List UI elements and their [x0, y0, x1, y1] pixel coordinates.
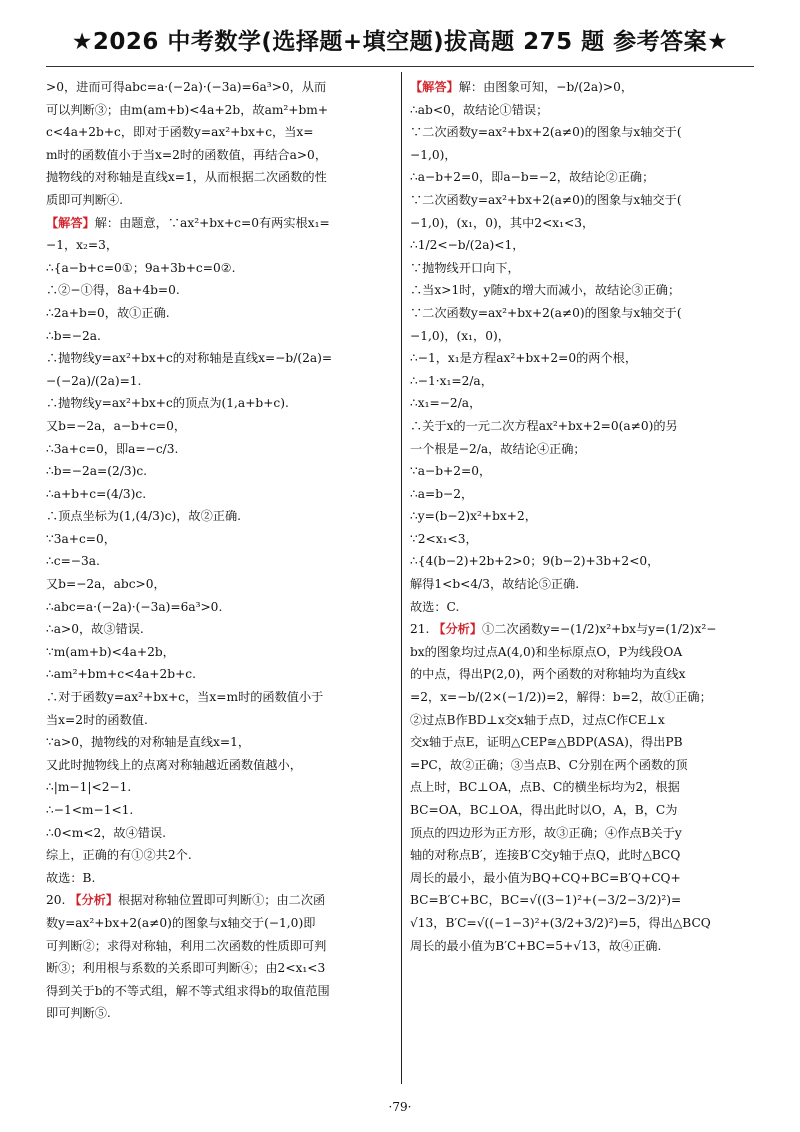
line-text: 即可判断⑤.: [46, 1006, 111, 1021]
line-text: −1,0)，(x₁，0)，: [410, 328, 510, 343]
line-text: ∴a=b−2，: [410, 486, 474, 501]
text-line: [410, 483, 760, 506]
text-line: [410, 166, 760, 189]
text-line: [410, 799, 760, 822]
line-text: 故选：C.: [410, 599, 460, 614]
line-text: ∴关于x的一元二次方程ax²+bx+2=0(a≠0)的另: [410, 418, 678, 433]
text-line: [410, 144, 760, 167]
text-line: [46, 641, 396, 664]
line-text: 周长的最小值为B′C+BC=5+√13，故④正确.: [410, 938, 662, 953]
text-line: [46, 189, 396, 212]
text-line: [46, 505, 396, 528]
column-divider: [401, 72, 402, 1084]
text-line: [410, 347, 760, 370]
text-line: [410, 121, 760, 144]
text-line: [46, 618, 396, 641]
line-text: 数y=ax²+bx+2(a≠0)的图象与x轴交于(−1,0)即: [46, 915, 316, 930]
line-text: ∴b=−2a=(2/3)c.: [46, 464, 148, 479]
line-text: 顶点的四边形为正方形，故③正确；④作点B关于y: [410, 825, 682, 840]
line-text: √13，B′C=√((−1−3)²+(3/2+3/2)²)=5，得出△BCQ: [410, 915, 711, 930]
line-text: ∵抛物线开口向下，: [410, 260, 520, 275]
text-line: [410, 935, 760, 958]
line-text: ∵二次函数y=ax²+bx+2(a≠0)的图象与x轴交于(: [410, 192, 682, 207]
text-line: [410, 618, 760, 641]
line-text: ∴ab<0，故结论①错误；: [410, 102, 549, 117]
text-line: [46, 144, 396, 167]
text-line: [410, 663, 760, 686]
line-text: BC=B′C+BC，BC=√((3−1)²+(−3/2−3/2)²)=: [410, 893, 682, 908]
text-line: [46, 754, 396, 777]
text-line: [410, 257, 760, 280]
line-text: 可以判断③；由m(am+b)<4a+2b，故am²+bm+: [46, 102, 329, 117]
section-tag: 【解答】: [410, 80, 459, 94]
line-text: ∴{a−b+c=0①；9a+3b+c=0②.: [46, 260, 236, 275]
line-text: ∴1/2<−b/(2a)<1，: [410, 238, 525, 253]
line-text: ∴a>0，故③错误.: [46, 622, 144, 637]
text-line: [46, 212, 396, 235]
line-text: 质即可判断④.: [46, 192, 123, 207]
question-number: 20.: [46, 893, 70, 908]
text-line: [410, 415, 760, 438]
text-line: [410, 438, 760, 461]
line-text: =2，x=−b/(2×(−1/2))=2，解得：b=2，故①正确；: [410, 690, 712, 705]
line-text: BC=OA，BC⊥OA，得出此时以O，A，B，C为: [410, 803, 678, 817]
line-text: =PC，故②正确；③当点B、C分别在两个函数的顶: [410, 757, 688, 772]
text-line: [46, 279, 396, 302]
text-line: [46, 822, 396, 845]
line-text: 得到关于b的不等式组，解不等式组求得b的取值范围: [46, 983, 330, 998]
line-text: −(−2a)/(2a)=1.: [46, 373, 142, 388]
text-line: [410, 844, 760, 867]
text-line: [46, 550, 396, 573]
text-line: [410, 234, 760, 257]
text-line: [46, 166, 396, 189]
line-text: 轴的对称点B′，连接B′C交y轴于点Q，此时△BCQ: [410, 848, 681, 863]
page-header-title: ★2026 中考数学(选择题+填空题)拔高题 275 题 参考答案★: [71, 29, 729, 55]
line-text: >0，进而可得abc=a·(−2a)·(−3a)=6a³>0，从而: [46, 80, 327, 94]
text-line: [410, 573, 760, 596]
line-text: ∵2<x₁<3，: [410, 531, 478, 546]
text-line: [46, 799, 396, 822]
line-text: 综上，正确的有①②共2个.: [46, 848, 192, 863]
text-line: [410, 641, 760, 664]
line-text: ∴对于函数y=ax²+bx+c，当x=m时的函数值小于: [46, 690, 324, 705]
text-line: [46, 257, 396, 280]
text-line: [410, 889, 760, 912]
line-text: −1,0)，(x₁，0)，其中2<x₁<3，: [410, 215, 595, 230]
text-line: [46, 867, 396, 890]
line-text: ∴|m−1|<2−1.: [46, 780, 132, 795]
text-line: [46, 392, 396, 415]
line-text: 可判断②；求得对称轴，利用二次函数的性质即可判: [46, 938, 327, 953]
text-line: [410, 189, 760, 212]
line-text: ∴抛物线y=ax²+bx+c的顶点为(1,a+b+c).: [46, 396, 289, 411]
line-text: ∵3a+c=0，: [46, 531, 116, 546]
line-text: −1，x₂=3，: [46, 238, 119, 253]
line-text: ∴2a+b=0，故①正确.: [46, 305, 170, 320]
line-text: ∵二次函数y=ax²+bx+2(a≠0)的图象与x轴交于(: [410, 305, 682, 320]
line-text: 解：由图象可知，−b/(2a)>0，: [458, 80, 634, 94]
text-line: [46, 980, 396, 1003]
line-text: ∴a+b+c=(4/3)c.: [46, 486, 147, 501]
text-line: [410, 212, 760, 235]
text-line: [410, 754, 760, 777]
text-line: [46, 912, 396, 935]
line-text: 解：由题意，∵ax²+bx+c=0有两实根x₁=: [94, 215, 330, 230]
text-line: [46, 663, 396, 686]
text-line: [46, 957, 396, 980]
text-line: [46, 709, 396, 732]
text-line: [46, 370, 396, 393]
line-text: ∴b=−2a.: [46, 328, 101, 343]
line-text: ∴y=(b−2)x²+bx+2，: [410, 509, 537, 524]
text-line: [410, 279, 760, 302]
line-text: 一个根是−2/a，故结论④正确；: [410, 441, 586, 456]
text-line: [410, 302, 760, 325]
line-text: ∴x₁=−2/a，: [410, 396, 482, 411]
line-text: ∵a>0，抛物线的对称轴是直线x=1，: [46, 735, 251, 750]
text-line: [410, 709, 760, 732]
text-line: [410, 460, 760, 483]
text-line: [46, 438, 396, 461]
text-line: [410, 76, 760, 99]
section-tag: 【分析】: [433, 622, 483, 637]
question-number: 21.: [410, 622, 434, 637]
line-text: ∵二次函数y=ax²+bx+2(a≠0)的图象与x轴交于(: [410, 125, 682, 140]
text-line: [46, 121, 396, 144]
line-text: 的中点，得出P(2,0)，两个函数的对称轴均为直线x: [410, 667, 686, 682]
line-text: ∴3a+c=0，即a=−c/3.: [46, 441, 179, 456]
text-line: [46, 302, 396, 325]
line-text: ∴②−①得，8a+4b=0.: [46, 283, 180, 298]
line-text: 根据对称轴位置即可判断①；由二次函: [118, 893, 326, 908]
line-text: ∴当x>1时，y随x的增大而减小，故结论③正确；: [410, 283, 681, 298]
line-text: ∵m(am+b)<4a+2b，: [46, 644, 175, 659]
section-tag: 【解答】: [46, 215, 95, 230]
text-line: [46, 844, 396, 867]
text-line: [410, 392, 760, 415]
text-line: [46, 528, 396, 551]
text-line: [410, 528, 760, 551]
text-line: [410, 99, 760, 122]
text-line: [46, 483, 396, 506]
text-line: [46, 76, 396, 99]
line-text: 故选：B.: [46, 870, 96, 885]
text-line: [46, 415, 396, 438]
text-line: [46, 731, 396, 754]
line-text: bx的图象均过点A(4,0)和坐标原点O，P为线段OA: [410, 644, 683, 659]
line-text: c<4a+2b+c，即对于函数y=ax²+bx+c，当x=: [46, 125, 314, 140]
line-text: 又此时抛物线上的点离对称轴越近函数值越小，: [46, 757, 302, 772]
text-line: [410, 731, 760, 754]
line-text: ∴−1<m−1<1.: [46, 803, 134, 817]
text-line: [410, 867, 760, 890]
text-line: [46, 596, 396, 619]
line-text: m时的函数值小于当x=2时的函数值，再结合a>0，: [46, 147, 328, 162]
line-text: 断③；利用根与系数的关系即可判断④；由2<x₁<3: [46, 961, 326, 976]
text-line: [410, 550, 760, 573]
text-line: [410, 325, 760, 348]
line-text: 又b=−2a，abc>0，: [46, 577, 166, 592]
text-line: [410, 505, 760, 528]
line-text: ∴0<m<2，故④错误.: [46, 825, 167, 840]
text-line: [46, 573, 396, 596]
text-line: [46, 99, 396, 122]
text-line: [46, 889, 396, 912]
page-number: ·79·: [388, 1100, 412, 1114]
text-line: [410, 596, 760, 619]
line-text: ∴−1，x₁是方程ax²+bx+2=0的两个根，: [410, 351, 638, 366]
text-line: [410, 776, 760, 799]
text-line: [410, 912, 760, 935]
line-text: ②过点B作BD⊥x交x轴于点D，过点C作CE⊥x: [410, 712, 665, 727]
left-column: [46, 76, 396, 1025]
line-text: ∴抛物线y=ax²+bx+c的对称轴是直线x=−b/(2a)=: [46, 351, 333, 366]
text-line: [410, 686, 760, 709]
line-text: 抛物线的对称轴是直线x=1，从而根据二次函数的性: [46, 170, 327, 185]
line-text: ∴abc=a·(−2a)·(−3a)=6a³>0.: [46, 599, 223, 614]
text-line: [46, 325, 396, 348]
line-text: ∴{4(b−2)+2b+2>0；9(b−2)+3b+2<0，: [410, 554, 660, 569]
right-column: [410, 76, 760, 957]
text-line: [46, 234, 396, 257]
text-line: [46, 686, 396, 709]
text-line: [46, 1002, 396, 1025]
text-line: [46, 347, 396, 370]
line-text: 点上时，BC⊥OA，点B、C的横坐标均为2，根据: [410, 780, 680, 795]
text-line: [46, 776, 396, 799]
header-rule: [46, 66, 754, 67]
line-text: 解得1<b<4/3，故结论⑤正确.: [410, 577, 580, 592]
line-text: ∵a−b+2=0，: [410, 464, 492, 479]
line-text: 周长的最小，最小值为BQ+CQ+BC=B′Q+CQ+: [410, 870, 681, 885]
line-text: 交x轴于点E，证明△CEP≅△BDP(ASA)，得出PB: [410, 735, 683, 750]
line-text: ①二次函数y=−(1/2)x²+bx与y=(1/2)x²−: [482, 622, 717, 637]
line-text: ∴顶点坐标为(1,(4/3)c)，故②正确.: [46, 509, 242, 524]
text-line: [46, 935, 396, 958]
section-tag: 【分析】: [69, 893, 119, 908]
line-text: 当x=2时的函数值.: [46, 712, 148, 727]
text-line: [410, 822, 760, 845]
line-text: ∴a−b+2=0，即a−b=−2，故结论②正确；: [410, 170, 655, 185]
line-text: 又b=−2a，a−b+c=0，: [46, 418, 187, 433]
line-text: ∴am²+bm+c<4a+2b+c.: [46, 667, 196, 682]
text-line: [410, 370, 760, 393]
line-text: −1,0)，: [410, 147, 457, 162]
line-text: ∴c=−3a.: [46, 554, 100, 569]
line-text: ∴−1·x₁=2/a，: [410, 373, 493, 388]
text-line: [46, 460, 396, 483]
